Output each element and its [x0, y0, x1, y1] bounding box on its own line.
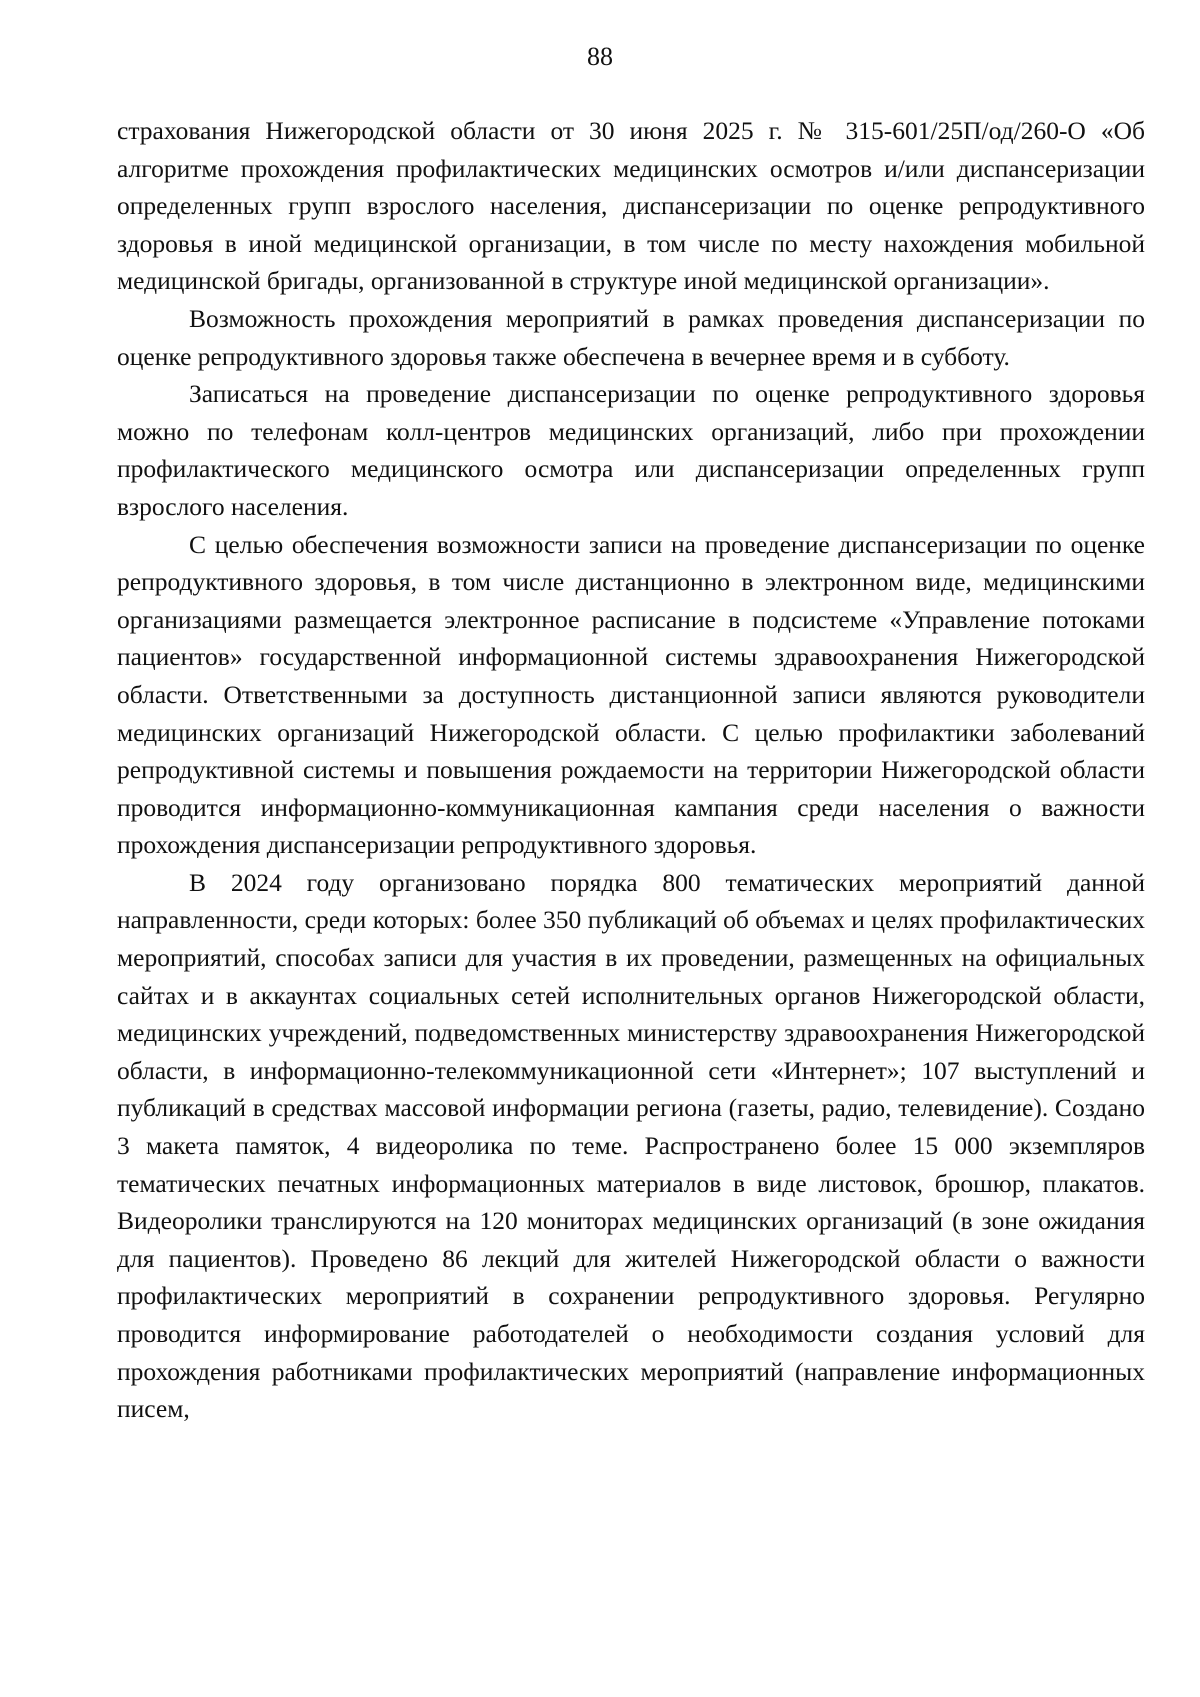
paragraph-registration: Записаться на проведение диспансеризации по оценке репродуктивного здоровья можно по телефонам колл-центров медицинских организаций, либо при прохождении профилактического медицинского осмотра или диспансеризации определенных групп взрослого населения. — [117, 379, 1145, 521]
page-number: 88 — [587, 42, 613, 71]
document-body — [117, 112, 1145, 1428]
paragraph-electronic-schedule: С целью обеспечения возможности записи на проведение диспансеризации по оценке репродуктивного здоровья, в том числе дистанционно в электронном виде, медицинскими организациями размещается электронное расписание в подсистеме «Управление потоками пациентов» государственной информационной системы здравоохранения Нижегородской области. Ответственными за доступность дистанционной записи являются руководители медицинских организаций Нижегородской области. С целью профилактики заболеваний репродуктивной системы и повышения рождаемости на территории Нижегородской области проводится информационно-коммуникационная кампания среди населения о важности прохождения диспансеризации репродуктивного здоровья. — [117, 529, 1145, 860]
paragraph-evening-saturday: Возможность прохождения мероприятий в рамках проведения диспансеризации по оценке репродуктивного здоровья также обеспечена в вечернее время и в субботу. — [117, 303, 1145, 371]
paragraph-2024-events: В 2024 году организовано порядка 800 тематических мероприятий данной направленности, среди которых: более 350 публикаций об объемах и целях профилактических мероприятий, способах записи для участия в их проведении, размещенных на официальных сайтах и в аккаунтах социальных сетей исполнительных органов Нижегородской области, медицинских учреждений, подведомственных министерству здравоохранения Нижегородской области, в информационно-телекоммуникационной сети «Интернет»; 107 выступлений и публикаций в средствах массовой информации региона (газеты, радио, телевидение). Создано 3 макета памяток, 4 видеоролика по теме. Распространено более 15 000 экземпляров тематических печатных информационных материалов в виде листовок, брошюр, плакатов. Видеоролики транслируются на 120 мониторах медицинских организаций (в зоне ожидания для пациентов). Проведено 86 лекций для жителей Нижегородской области о важности профилактических мероприятий в сохранении репродуктивного здоровья. Регулярно проводится информирование работодателей о необходимости создания условий для прохождения работниками профилактических мероприятий (направление информационных писем, — [117, 867, 1145, 1424]
paragraph-order-reference: страхования Нижегородской области от 30 июня 2025 г. № 315-601/25П/од/260-О «Об алгоритме прохождения профилактических медицинских осмотров и/или диспансеризации определенных групп взрослого населения, диспансеризации по оценке репродуктивного здоровья в иной медицинской организации, в том числе по месту нахождения мобильной медицинской бригады, организованной в структуре иной медицинской организации». — [117, 116, 1145, 296]
